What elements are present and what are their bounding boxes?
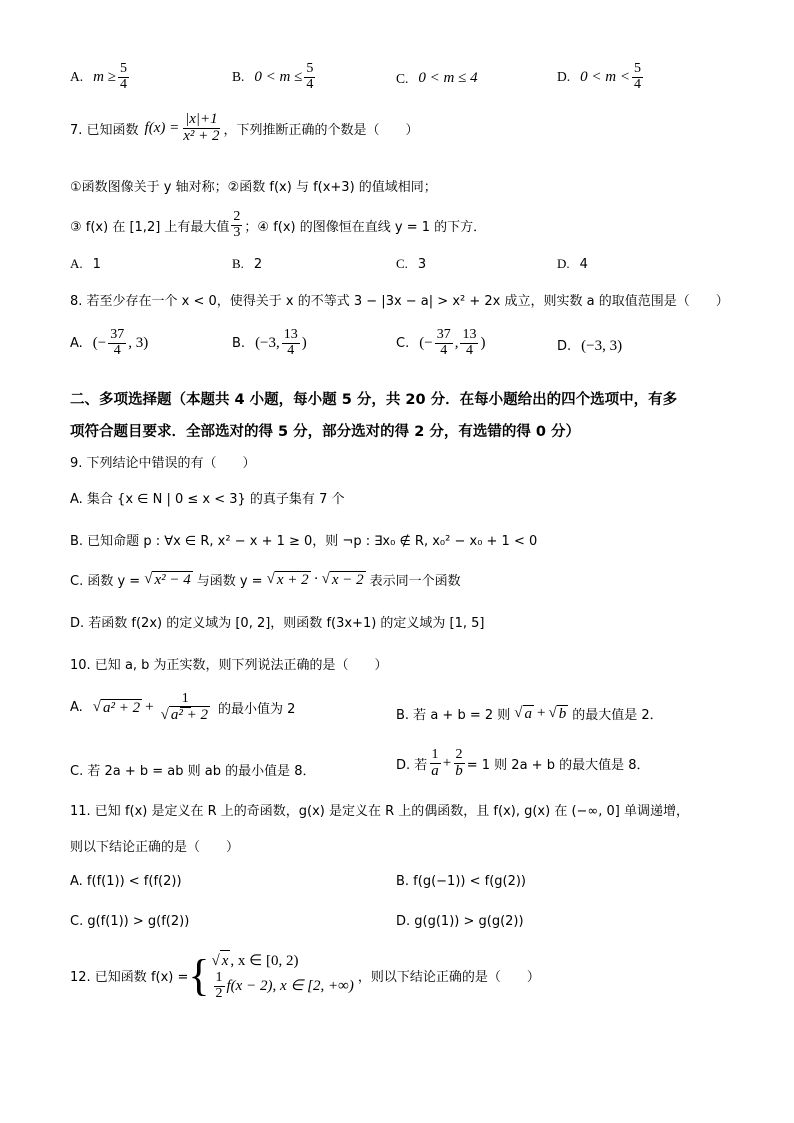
fraction: $\frac{5}{4}$ <box>306 61 314 92</box>
section-heading-line2: 项符合题目要求．全部选对的得 5 分，部分选对的得 2 分，有选错的得 0 分） <box>70 424 581 440</box>
sqrt: a <box>524 705 532 722</box>
q10-option-b[interactable]: B. 若 a + b = 2 则 √ a + √ b 的最大值是 2． <box>396 705 663 723</box>
sqrt: x + 2 <box>276 571 309 588</box>
fraction: $\frac{|x|+1}{\text{x² + 2}}$ <box>183 111 220 144</box>
q7-option-d[interactable]: D. 4 <box>557 256 588 272</box>
q10-option-a[interactable]: A. √ a² + 2 + $\frac{1}{\text{√ a² + 2}}$ 的最小值为 2 <box>70 691 296 723</box>
fraction: $\frac{1}{a}$ <box>431 747 439 779</box>
fraction: $\frac{1}{\text{√ a² + 2}}$ <box>160 691 208 723</box>
q6-option-d[interactable]: D. 0 < m < $\frac{5}{4}$ <box>557 61 641 92</box>
q7-option-a[interactable]: A. 1 <box>70 256 101 272</box>
q8-option-d[interactable]: D. (−3, 3) <box>557 338 623 354</box>
q8-option-b[interactable]: B. (−3, $\frac{13}{4}$ ) <box>232 327 307 358</box>
q7-line1: ①函数图像关于 y 轴对称；②函数 f(x) 与 f(x+3) 的值域相同； <box>70 180 437 195</box>
q9-option-b[interactable]: B. 已知命题 p : ∀x ∈ R, x² − x + 1 ≥ 0，则 ¬p : ∃x₀ ∉ R, x₀² − x₀ + 1 < 0 <box>70 534 538 549</box>
piecewise-brace: { <box>188 950 210 1000</box>
q9-option-d[interactable]: D. 若函数 f(2x) 的定义域为 [0, 2]，则函数 f(3x+1) 的定义域为 [1, 5] <box>70 616 485 631</box>
q11-option-d[interactable]: D. g(g(1)) > g(g(2)) <box>396 914 524 929</box>
q6-options <box>0 62 794 102</box>
fraction: $\frac{13}{4}$ <box>462 327 477 358</box>
sqrt: b <box>558 705 567 722</box>
q9-option-a[interactable]: A. 集合 {x ∈ N | 0 ≤ x < 3} 的真子集有 7 个 <box>70 492 345 507</box>
q10-option-c[interactable]: C. 若 2a + b = ab 则 ab 的最小值是 8． <box>70 764 316 779</box>
q7-stem: 7. 已知函数 f(x) = $\frac{|x|+1}{\text{x² + 2}}$ ，下列推断正确的个数是（ ） <box>70 111 419 144</box>
q7-option-c[interactable]: C. 3 <box>396 256 427 272</box>
q9-option-c[interactable]: C. 函数 y = √ x² − 4 与函数 y = √ x + 2 · √ x − 2 表示同一个函数 <box>70 571 461 589</box>
fraction: $\frac{37}{4}$ <box>110 327 125 358</box>
q10-stem: 10. 已知 a, b 为正实数，则下列说法正确的是（ ） <box>70 658 388 673</box>
q6-option-a[interactable]: A. m ≥ $\frac{5}{4}$ <box>70 61 127 92</box>
q8-option-a[interactable]: A. (− $\frac{37}{4}$ , 3) <box>70 327 149 358</box>
q11-option-b[interactable]: B. f(g(−1)) < f(g(2)) <box>396 874 527 889</box>
section-heading-line1: 二、多项选择题（本题共 4 小题，每小题 5 分，共 20 分．在每小题给出的四个选项中，有多 <box>70 392 678 408</box>
q11-option-a[interactable]: A. f(f(1)) < f(f(2)) <box>70 874 182 889</box>
q6-option-b[interactable]: B. 0 < m ≤ $\frac{5}{4}$ <box>232 61 314 92</box>
q9-stem: 9. 下列结论中错误的有（ ） <box>70 456 256 471</box>
q8-options <box>0 328 794 372</box>
q8-stem: 8. 若至少存在一个 x < 0，使得关于 x 的不等式 3 − |3x − a| > x² + 2x 成立，则实数 a 的取值范围是（ ） <box>70 294 729 309</box>
piecewise-cases: √ x , x ∈ [0, 2) $\frac{1}{2}$ f(x − 2), x ∈ [2, +∞) <box>212 950 354 1002</box>
q8-option-c[interactable]: C. (− $\frac{37}{4}$ , $\frac{13}{4}$ ) <box>396 327 486 358</box>
sqrt: x − 2 <box>331 571 364 588</box>
sqrt: x² − 4 <box>154 571 191 588</box>
q11-option-c[interactable]: C. g(f(1)) > g(f(2)) <box>70 914 190 929</box>
fraction: $\frac{2}{3}$ <box>233 209 241 240</box>
fraction: $\frac{13}{4}$ <box>283 327 298 358</box>
sqrt: a² + 2 <box>103 699 141 716</box>
q6-option-c[interactable]: C. 0 < m ≤ 4 <box>396 70 478 86</box>
q10-option-d[interactable]: D. 若 $\frac{1}{a}$ + $\frac{2}{b}$ = 1 则 2a + b 的最大值是 8． <box>396 747 650 779</box>
fraction: $\frac{37}{4}$ <box>436 327 451 358</box>
fraction: $\frac{2}{b}$ <box>455 747 463 779</box>
q11-stem-line1: 11. 已知 f(x) 是定义在 R 上的奇函数，g(x) 是定义在 R 上的偶函数，且 f(x), g(x) 在 (−∞, 0] 单调递增， <box>70 804 689 819</box>
q7-line2: ③ f(x) 在 [1,2] 上有最大值 $\frac{2}{3}$ ；④ f(x) 的图像恒在直线 y = 1 的下方． <box>70 209 487 240</box>
q12-stem: 12. 已知函数 f(x) = { √ x , x ∈ [0, 2) $\frac{1}{2}$ f(x − 2), x ∈ [2, +∞) ，则以下结论正确的是（ ） <box>70 950 540 1001</box>
q11-stem-line2: 则以下结论正确的是（ ） <box>70 840 240 855</box>
fraction: $\frac{5}{4}$ <box>119 61 127 92</box>
q7-option-b[interactable]: B. 2 <box>232 256 263 272</box>
fraction: $\frac{5}{4}$ <box>633 61 641 92</box>
